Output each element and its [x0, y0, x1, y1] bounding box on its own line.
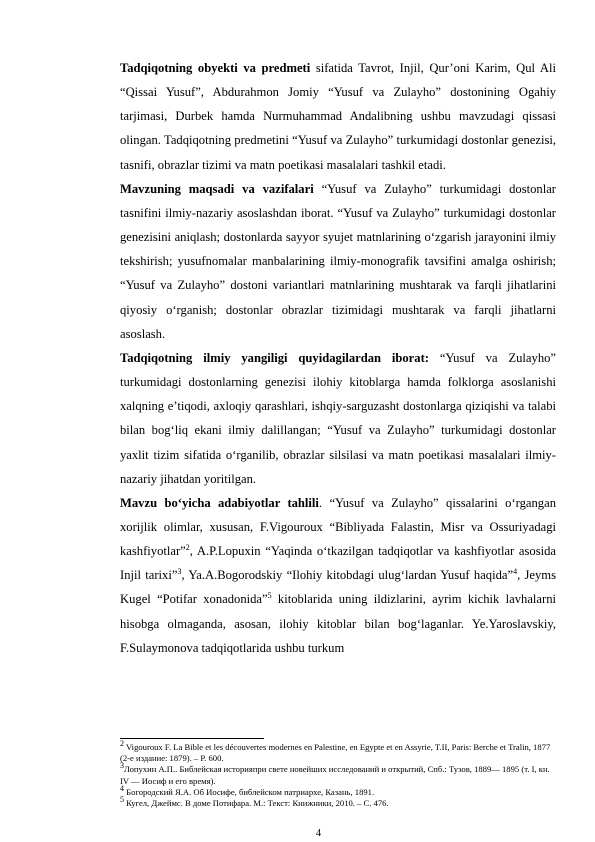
footnote-number: 5	[120, 795, 124, 805]
footnote-text: Лопухин А.П.. Библейская историяпри свете новейших исследований и открытий, Спб.: Тузов, 1889— 1895 (т. I, кн. IV — Иосиф и его время).	[120, 764, 550, 786]
footnote-ref[interactable]: 4	[513, 567, 518, 577]
footnote-number: 2	[120, 739, 124, 749]
footnote-divider	[120, 738, 264, 739]
footnote-ref[interactable]: 5	[267, 591, 272, 601]
footnotes	[120, 739, 556, 809]
footnote-text: Богородский Я.А. Об Иосифе, библейском патриархе, Казань, 1891.	[124, 786, 375, 797]
heading-literature-review: Mavzu bo‘yicha adabiyotlar tahlili	[120, 495, 319, 510]
paragraph-text: . “Yusuf va Zulayho” qissalarini o‘rgangan xorijlik olimlar, xususan, F.Vigouroux “Bibliyada Falastin, Misr va Ossuriyadagi kashfiyotlar”	[120, 495, 556, 559]
paragraph-text: sifatida Tavrot, Injil, Qur’oni Karim, Qul Ali “Qissai Yusuf”, Abdurahmon Jomiy “Yusuf va Zulayho” dostonining Ogahiy tarjimasi, Durbek hamda Nurmuhammad Andalibning ushbu mavzudagi qissasi olingan. Tadqiqotning predmetini “Yusuf va Zulayho” turkumidagi dostonlar genezisi, tasnifi, obrazlar tizimi va matn poetikasi masalalari tashkil etadi.	[120, 61, 556, 172]
paragraph-goals-tasks	[120, 177, 556, 346]
paragraph-scientific-novelty	[120, 346, 556, 491]
paragraph-object-subject	[120, 56, 556, 177]
heading-goals-tasks: Mavzuning maqsadi va vazifalari	[120, 181, 314, 196]
footnote-number: 3	[120, 761, 124, 771]
footnote	[120, 783, 556, 798]
paragraph-text: , Ya.A.Bogorodskiy “Ilohiy kitobdagi ulug‘lardan Yusuf haqida”	[181, 568, 514, 583]
footnote-text: Кугел, Джеймс. В доме Потифара. М.: Текст: Книжники, 2010. – С. 476.	[124, 798, 389, 809]
body-text	[120, 56, 556, 660]
paragraph-literature-review	[120, 491, 556, 660]
heading-object-subject: Tadqiqotning obyekti va predmeti	[120, 61, 311, 75]
footnote	[120, 795, 556, 809]
footnote	[120, 761, 556, 786]
footnote-number: 4	[120, 783, 124, 793]
paragraph-text: kitoblarida uning ildizlarini, ayrim kichik lavhalarni hisobga olmaganda, asosan, ilohiy kitoblar bilan bog‘laganlar. Ye.Yaroslavskiy, F.Sulaymonova tadqiqotlarida ushbu turkum	[120, 592, 556, 655]
paragraph-text: “Yusuf va Zulayho” turkumidagi dostonlarning genezisi ilohiy kitoblarga hamda folklorga asoslanishi xalqning e’tiqodi, axloqiy qarashlari, ishqiy-sarguzasht dostonlarga qiziqishi va talabi bilan bog‘liq ekani ilmiy dalillangan; “Yusuf va Zulayho” turkumidagi dostonlar yaxlit tizim sifatida o‘rganilib, obrazlar silsilasi va matn poetikasi masalalari ilmiy-nazariy jihatdan yoritilgan.	[120, 350, 556, 486]
paragraph-text: , A.P.Lopuxin “Yaqinda o‘tkazilgan tadqiqotlar va kashfiyotlar asosida Injil tarixi”	[120, 544, 556, 583]
footnote	[120, 739, 556, 764]
footnote-text: Vigouroux F. La Bible et les découvertes modernes en Palestine, en Egypte et en Assyrie, T.II, Paris: Berche et Tralin, 1877 (2-e издание: 1879). – P. 600.	[120, 742, 551, 764]
paragraph-text: “Yusuf va Zulayho” turkumidagi dostonlar tasnifini ilmiy-nazariy asoslashdan iborat. “Yusuf va Zulayho” turkumidagi dostonlar genezisini aniqlash; dostonlarda sayyor syujet matnlarining o‘zgarish jarayonini ilmiy tekshirish; yusufnomalar manbalarining ilmiy-monografik tavsifini amalga oshirish; “Yusuf va Zulayho” dostoni variantlari matnlarining mushtarak va farqli jihatlarini qiyosiy o‘rganish; dostonlar obrazlar tizimidagi mushtarak va farqli jihatlarni asoslash.	[120, 181, 556, 341]
paragraph-text: , Jeyms Kugel “Potifar xonadonida”	[120, 568, 556, 607]
footnote-ref[interactable]: 3	[177, 567, 182, 577]
footnote-ref[interactable]: 2	[185, 542, 190, 552]
heading-scientific-novelty: Tadqiqotning ilmiy yangiligi quyidagilardan iborat:	[120, 350, 429, 365]
page-number: 4	[315, 828, 322, 839]
